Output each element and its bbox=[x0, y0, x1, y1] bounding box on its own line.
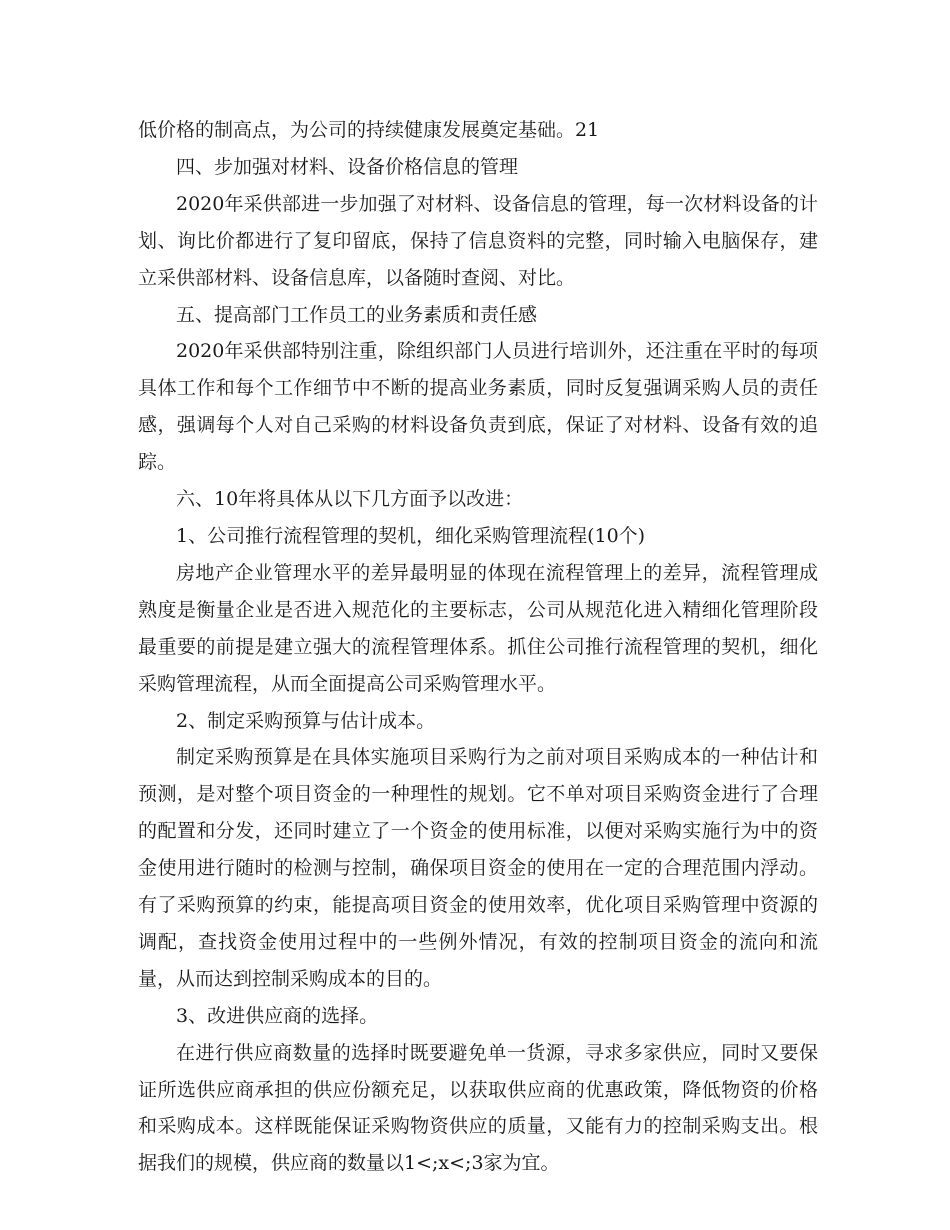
paragraph-process-management: 房地产企业管理水平的差异最明显的体现在流程管理上的差异，流程管理成熟度是衡量企业是否进入规范化的主要标志，公司从规范化进入精细化管理阶段最重要的前提是建立强大的流程管理体系。抓住公司推行流程管理的契机，细化采购管理流程，从而全面提高公司采购管理水平。 bbox=[138, 561, 818, 695]
heading-staff-quality: 五、提高部门工作员工的业务素质和责任感 bbox=[176, 303, 538, 326]
paragraph-purchase-budget: 制定采购预算是在具体实施项目采购行为之前对项目采购成本的一种估计和预测，是对整个项目资金的一种理性的规划。它不单对项目采购资金进行了合理的配置和分发，还同时建立了一个资金的使用标准，以便对采购实施行为中的资金使用进行随时的检测与控制，确保项目资金的使用在一定的合理范围内浮动。有了采购预算的约束，能提高项目资金的使用效率，优化项目采购管理中资源的调配，查找资金使用过程中的一些例外情况，有效的控制项目资金的流向和流量，从而达到控制采购成本的目的。 bbox=[138, 746, 818, 990]
paragraph-continuation: 低价格的制高点，为公司的持续健康发展奠定基础。21 bbox=[138, 119, 600, 141]
paragraph-supplier-selection: 在进行供应商数量的选择时既要避免单一货源，寻求多家供应，同时又要保证所选供应商承担的供应份额充足，以获取供应商的优惠政策，降低物资的价格和采购成本。这样既能保证采购物资供应的质量，又能有力的控制采购支出。根据我们的规模，供应商的数量以1<;x<;3家为宜。 bbox=[138, 1041, 818, 1175]
heading-process-management: 1、公司推行流程管理的契机，细化采购管理流程(10个) bbox=[176, 524, 646, 547]
heading-improvements: 六、10年将具体从以下几方面予以改进： bbox=[176, 488, 524, 511]
document-body bbox=[138, 112, 818, 1182]
paragraph-staff-quality: 2020年采供部特别注重，除组织部门人员进行培训外，还注重在平时的每项具体工作和每个工作细节中不断的提高业务素质，同时反复强调采购人员的责任感，强调每个人对自己采购的材料设备负责到底，保证了对材料、设备有效的追踪。 bbox=[138, 340, 818, 474]
heading-purchase-budget: 2、制定采购预算与估计成本。 bbox=[176, 709, 436, 732]
heading-price-info-management: 四、步加强对材料、设备价格信息的管理 bbox=[176, 155, 519, 178]
paragraph-price-info-management: 2020年采供部进一步加强了对材料、设备信息的管理，每一次材料设备的计划、询比价都进行了复印留底，保持了信息资料的完整，同时输入电脑保存，建立采供部材料、设备信息库，以备随时查阅、对比。 bbox=[138, 192, 818, 289]
heading-supplier-selection: 3、改进供应商的选择。 bbox=[176, 1004, 379, 1027]
